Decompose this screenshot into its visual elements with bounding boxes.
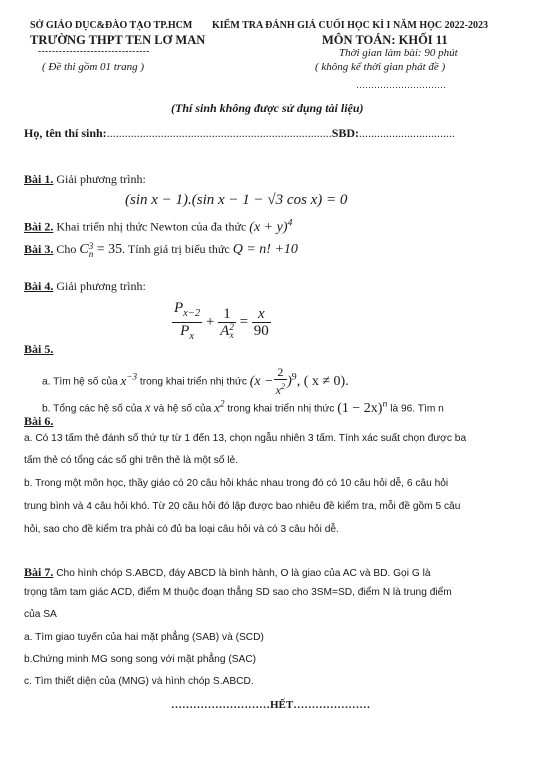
problem-7-line-1: Bài 7. Cho hình chóp S.ABCD, đáy ABCD là bình hành, O là giao của AC và BD. Gọi G là bbox=[24, 565, 431, 579]
pages-note: ( Đề thi gồm 01 trang ) bbox=[42, 61, 145, 73]
exam-title: KIỂM TRA ĐÁNH GIÁ CUỐI HỌC KÌ I NĂM HỌC 2022-2023 bbox=[212, 20, 488, 31]
fraction-3: $\frac{x}{90}$ bbox=[253, 306, 269, 339]
problem-7c: c. Tìm thiết diện của (MNG) và hình chóp S.ABCD. bbox=[24, 676, 254, 687]
end-marker: ………………………HẾT………………… bbox=[171, 699, 371, 711]
sbd-dots[interactable]: ................................ bbox=[359, 126, 456, 140]
problem-1-label: Bài 1. bbox=[24, 172, 54, 186]
problem-3-combination: C 3 n = 35 bbox=[79, 241, 123, 259]
problem-6b-line-3: hỏi, sao cho đề kiểm tra phải có đủ ba loại câu hỏi và có 3 câu hỏi dễ. bbox=[24, 524, 339, 535]
problem-6a-line-1: a. Có 13 tấm thẻ đánh số thứ tự từ 1 đến 13, chọn ngẫu nhiên 3 tấm. Tính xác suất chọn được ba bbox=[24, 433, 467, 444]
problem-6a-line-2: tấm thẻ có tổng các số ghi trên thẻ là một số lẻ. bbox=[24, 455, 239, 466]
problem-3-pre: Cho bbox=[56, 242, 77, 257]
problem-2-text: Khai triển nhị thức Newton của đa thức bbox=[56, 219, 247, 234]
problem-3 bbox=[24, 242, 298, 258]
time-note: ( không kể thời gian phát đề ) bbox=[315, 61, 446, 73]
problem-1-equation: (sin x − 1).(sin x − 1 − √3 cos x) = 0 bbox=[125, 192, 348, 208]
problem-7-line-3: của SA bbox=[24, 609, 57, 620]
problem-6b-line-2: trung bình và 4 câu hỏi khó. Từ 20 câu hỏi đó lập được bao nhiêu đề kiểm tra, mỗi đề gồm 5 câu bbox=[24, 501, 461, 512]
problem-2-expression: $(x + y)^4$ bbox=[249, 217, 293, 235]
problem-6b-line-1: b. Trong một môn học, thầy giáo có 20 câu hỏi khác nhau trong đó có 10 câu hỏi dễ, 6 câu hỏi bbox=[24, 478, 449, 489]
problem-5-label: Bài 5. bbox=[24, 342, 54, 356]
subject-title: MÔN TOÁN: KHỐI 11 bbox=[322, 33, 448, 47]
name-dots[interactable]: ........................................................................... bbox=[106, 126, 332, 140]
problem-4-text: Giải phương trình: bbox=[56, 279, 146, 293]
problem-5a-expression: (x − $\frac{2}{x^2}$ )$^9$, ( x ≠ 0). bbox=[249, 365, 349, 397]
department-name: SỞ GIÁO DỤC&ĐÀO TẠO TP.HCM bbox=[30, 20, 193, 31]
student-info-line bbox=[24, 126, 455, 141]
problem-3-expression: Q = n! +10 bbox=[232, 242, 298, 258]
header-dots: ………………………… bbox=[356, 80, 446, 90]
fraction-1: $\frac{P_{x-2}}{P_x}$ bbox=[174, 300, 201, 342]
problem-5a: a. Tìm hệ số của $x^{-3}$ trong khai triển nhị thức (x − $\frac{2}{x^2}$ )$^9$, ( x ≠ 0). bbox=[42, 365, 349, 397]
fraction-2: 1 A 2 x bbox=[220, 305, 234, 341]
problem-5b: b. Tổng các hệ số của x và hệ số của $x^2$ trong khai triển nhị thức $(1 - 2x)^n$ là 96. Tìm n bbox=[42, 398, 444, 416]
problem-4-equation: $\frac{P_{x-2}}{P_x}$ + 1 A 2 x = $\frac{x}{90}$ bbox=[172, 300, 271, 345]
problem-1-text: Giải phương trình: bbox=[56, 172, 146, 186]
problem-3-text: . Tính giá trị biểu thức bbox=[122, 242, 230, 257]
problem-4-label: Bài 4. bbox=[24, 279, 54, 293]
problem-1-heading bbox=[24, 172, 146, 187]
school-name: TRƯỜNG THPT TEN LƠ MAN bbox=[30, 33, 206, 47]
problem-6-label: Bài 6. bbox=[24, 414, 54, 428]
problem-2-label: Bài 2. bbox=[24, 219, 54, 234]
header-dashes: -------------------------------- bbox=[38, 46, 150, 56]
problem-7-line-2: trọng tâm tam giác ACD, điểm M thuộc đoạn thẳng SD sao cho 3SM=SD, điểm N là trung điểm bbox=[24, 587, 452, 598]
problem-2 bbox=[24, 217, 292, 236]
problem-3-label: Bài 3. bbox=[24, 242, 54, 257]
problem-7-label: Bài 7. bbox=[24, 565, 54, 579]
sbd-label: SBD: bbox=[331, 126, 360, 140]
problem-7b: b.Chứng minh MG song song với mặt phẳng (SAC) bbox=[24, 654, 257, 665]
problem-4-heading bbox=[24, 279, 146, 294]
exam-time: Thời gian làm bài: 90 phút bbox=[339, 47, 458, 59]
problem-7a: a. Tìm giao tuyến của hai mặt phẳng (SAB) và (SCD) bbox=[24, 632, 264, 643]
exam-notice: (Thí sinh không được sử dụng tài liệu) bbox=[171, 101, 364, 115]
name-label: Họ, tên thí sinh: bbox=[24, 126, 107, 140]
